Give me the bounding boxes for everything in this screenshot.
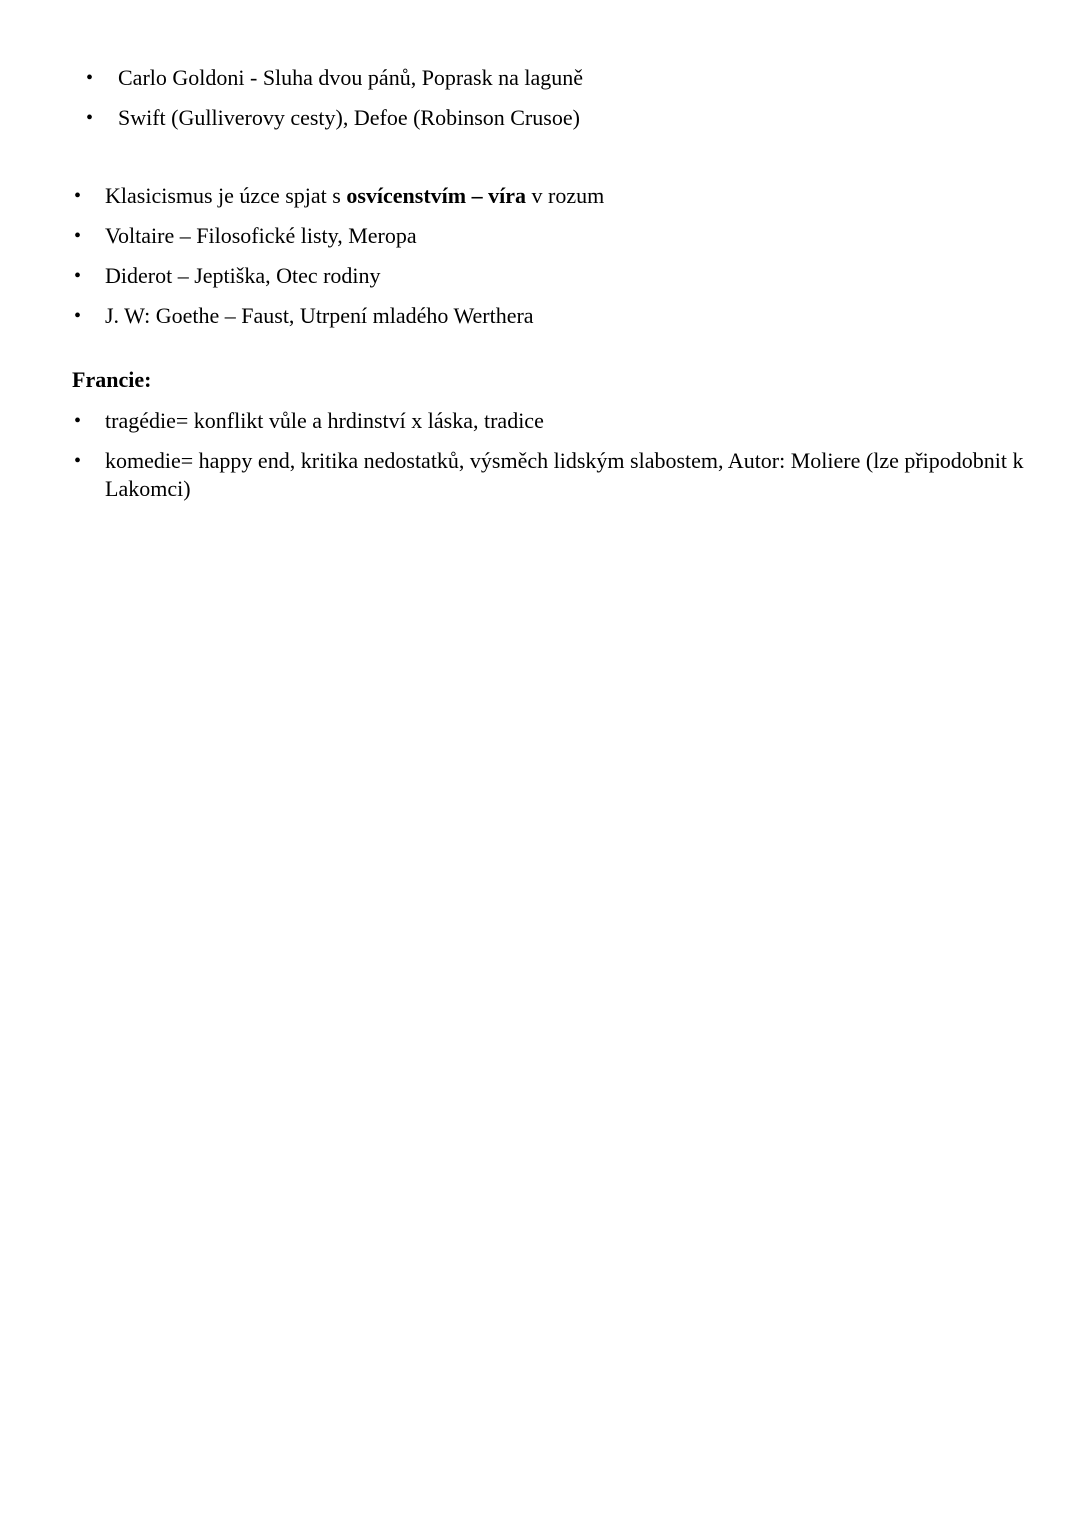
list-item-text — [105, 182, 604, 210]
list-item-text: Swift (Gulliverovy cesty), Defoe (Robinson Crusoe) — [118, 105, 580, 130]
bullet-icon: • — [86, 67, 94, 89]
list-item — [0, 64, 1080, 92]
bullet-icon: • — [74, 410, 82, 432]
section-heading-francie: Francie: — [72, 367, 152, 392]
bullet-icon: • — [74, 225, 82, 247]
list-item-text: Voltaire – Filosofické listy, Meropa — [105, 223, 417, 248]
list-item — [0, 104, 1080, 132]
text-bold: osvícenstvím – víra — [346, 183, 526, 208]
list-item-text: J. W: Goethe – Faust, Utrpení mladého Werthera — [105, 303, 534, 328]
bullet-icon: • — [74, 185, 82, 207]
list-item — [0, 182, 1080, 210]
list-item — [0, 447, 1034, 503]
section-klasicismus — [0, 144, 1080, 330]
list-item-text: Carlo Goldoni - Sluha dvou pánů, Poprask na laguně — [118, 65, 583, 90]
list-item — [0, 407, 1080, 435]
section-indented-authors — [0, 0, 1080, 132]
section-francie — [0, 407, 1080, 503]
list-item-text: tragédie= konflikt vůle a hrdinství x láska, tradice — [105, 408, 544, 433]
list-item — [0, 262, 1080, 290]
bullet-icon: • — [86, 107, 94, 129]
text-regular: Klasicismus je úzce spjat s — [105, 183, 347, 208]
list-item — [0, 222, 1080, 250]
list-item-text: komedie= happy end, kritika nedostatků, výsměch lidským slabostem, Autor: Moliere (lze připodobnit k Lakomci) — [105, 448, 1024, 501]
bullet-icon: • — [74, 305, 82, 327]
text-regular: v rozum — [526, 183, 605, 208]
list-item-text: Diderot – Jeptiška, Otec rodiny — [105, 263, 381, 288]
list-item — [0, 302, 1080, 330]
bullet-icon: • — [74, 265, 82, 287]
bullet-icon: • — [74, 450, 82, 472]
